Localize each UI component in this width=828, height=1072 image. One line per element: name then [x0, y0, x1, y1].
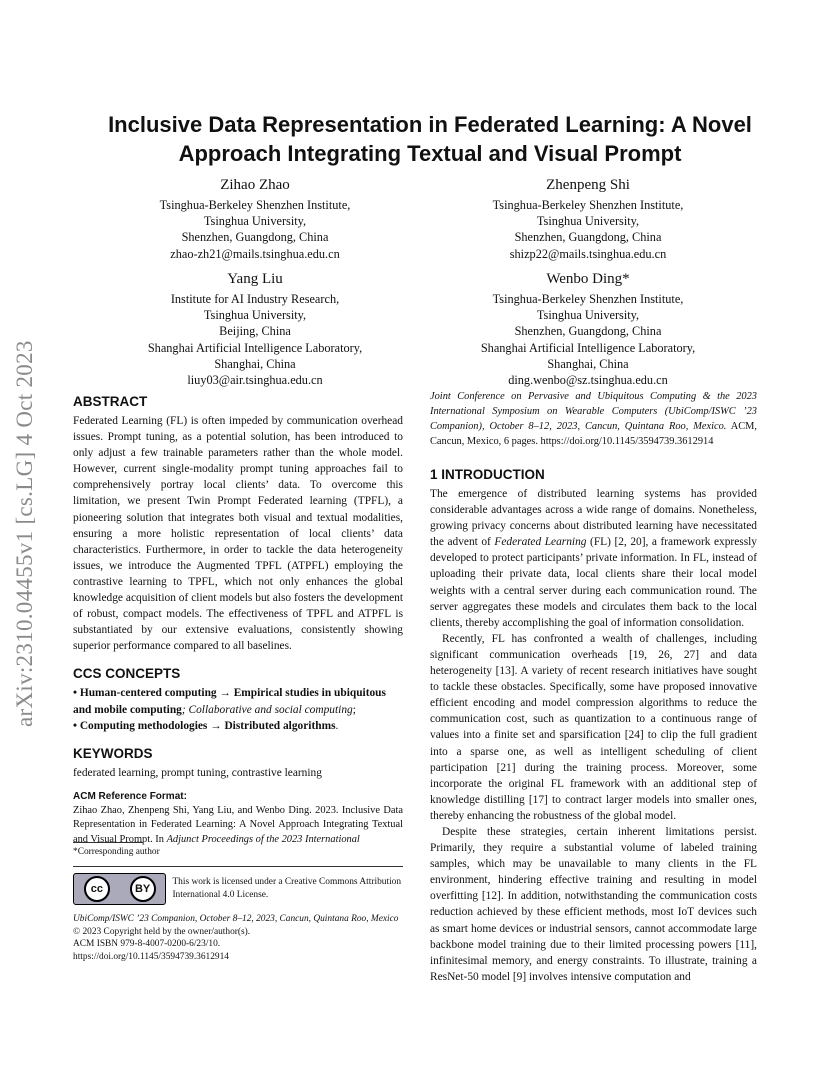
- doi-link[interactable]: https://doi.org/10.1145/3594739.3612914: [73, 951, 229, 962]
- acm-ref-italic: Joint Conference on Pervasive and Ubiquitous Computing & the 2023 International Symposium on Wearable Computers (UbiComp/ISWC ’23 Companion), October 8–12, 2023, Cancun, Quintana Roo, Mexico.: [430, 391, 757, 432]
- author-location: Shanghai, China: [547, 356, 629, 371]
- intro-term: Federated Learning: [494, 536, 587, 549]
- author-affiliation: Tsinghua-Berkeley Shenzhen Institute,: [492, 292, 684, 306]
- ccs-concept: • Computing methodologies → Distributed algorithms: [73, 719, 336, 732]
- intro-heading: 1 INTRODUCTION: [430, 467, 545, 482]
- punct: .: [335, 719, 339, 732]
- punct: ;: [352, 703, 356, 716]
- author-location: Beijing, China: [219, 324, 291, 339]
- author-affiliation: Tsinghua University,: [203, 214, 307, 229]
- acm-ref-plain: Zihao Zhao, Zhenpeng Shi, Yang Liu, and Wenbo Ding. 2023. Inclusive Data Representation in Federated Learning: A Novel Approach Integrating Textual and Visual Prompt. In: [73, 804, 403, 845]
- author-email[interactable]: ding.wenbo@sz.tsinghua.edu.cn: [508, 373, 668, 388]
- ccs-concepts: [73, 685, 403, 733]
- author-location: Shanghai, China: [214, 356, 296, 371]
- author-affiliation: Tsinghua University,: [203, 308, 307, 323]
- author-email[interactable]: zhao-zh21@mails.tsinghua.edu.cn: [170, 246, 340, 261]
- right-column: [430, 389, 757, 985]
- author-block-1: [95, 176, 415, 262]
- author-name: Wenbo Ding*: [546, 271, 630, 287]
- paper-title: [60, 110, 800, 168]
- intro-text: The emergence of distributed learning systems has provided considerable advantages across a wide range of domains. Nonetheless, growing privacy concerns about distributed learning have necessitated the advent of: [430, 488, 757, 549]
- abstract-text: Federated Learning (FL) is often impeded by communication overhead issues. Prompt tuning, as a potential solution, has been introduced to only adjust a few trainable parameters rather than the whole model. However, current single-modality prompt tuning approaches fail to comprehensively portray local clients’ data. To overcome this limitation, we present Twin Prompt Federated learning (TPFL), a pioneering solution that integrates both visual and textual modalities, ensuring a more holistic representation of local clients’ data characteristics. Furthermore, in order to tackle the data heterogeneity issues, we introduce the Augmented TPFL (ATPFL) employing the contrastive learning to TPFL, which not only enhances the global knowledge acquisition of client models but also fosters the development of robust, compact models. The effectiveness of TPFL and ATPFL is substantiated by our extensive evaluations, consistently showing superior performance compared to all baselines.: [73, 415, 403, 653]
- author-name: Yang Liu: [227, 271, 283, 287]
- author-affiliation: Institute for AI Industry Research,: [170, 292, 340, 306]
- cc-by-badge[interactable]: [73, 873, 166, 905]
- acm-ref-text: [73, 804, 403, 848]
- license-block: [73, 873, 403, 905]
- author-block-4: [418, 270, 758, 388]
- author-affiliation: Tsinghua University,: [536, 214, 640, 229]
- author-block-3: [95, 270, 415, 388]
- keywords-heading: KEYWORDS: [73, 745, 153, 761]
- arxiv-stamp: arXiv:2310.04455v1 [cs.LG] 4 Oct 2023: [12, 340, 37, 727]
- author-affiliation: Tsinghua-Berkeley Shenzhen Institute,: [159, 198, 351, 212]
- author-affiliation: Shanghai Artificial Intelligence Laboratory,: [480, 340, 696, 355]
- title-line-2: Approach Integrating Textual and Visual Prompt: [178, 141, 682, 166]
- author-affiliation: Tsinghua-Berkeley Shenzhen Institute,: [492, 198, 684, 212]
- author-affiliation: Tsinghua University,: [536, 308, 640, 323]
- acm-ref-continuation: [430, 389, 757, 449]
- title-line-1: Inclusive Data Representation in Federated Learning: A Novel: [108, 112, 752, 137]
- venue: UbiComp/ISWC ’23 Companion, October 8–12, 2023, Cancun, Quintana Roo, Mexico: [73, 914, 399, 924]
- author-email[interactable]: shizp22@mails.tsinghua.edu.cn: [509, 246, 667, 261]
- cc-icon: cc: [84, 876, 110, 902]
- left-column: [73, 394, 403, 847]
- license-rule: [73, 866, 403, 867]
- intro-paragraph-1: [430, 486, 757, 631]
- author-location: Shenzhen, Guangdong, China: [514, 230, 662, 245]
- ccs-heading: CCS CONCEPTS: [73, 666, 181, 682]
- author-email[interactable]: liuy03@air.tsinghua.edu.cn: [187, 373, 323, 388]
- license-text: This work is licensed under a Creative Commons Attribution International 4.0 License.: [172, 877, 402, 900]
- author-name: Zhenpeng Shi: [546, 177, 630, 193]
- author-affiliation: Shanghai Artificial Intelligence Laboratory,: [147, 340, 363, 355]
- author-location: Shenzhen, Guangdong, China: [514, 324, 662, 339]
- author-block-2: [418, 176, 758, 262]
- copyright-block: [73, 913, 403, 963]
- author-name: Zihao Zhao: [220, 177, 290, 193]
- keywords-text: federated learning, prompt tuning, contrastive learning: [73, 766, 322, 779]
- ccs-concept: ; Collaborative and social computing: [181, 703, 353, 716]
- acm-ref-plain: ACM, Cancun, Mexico, 6 pages. https://doi.org/10.1145/3594739.3612914: [430, 421, 757, 447]
- abstract-heading: ABSTRACT: [73, 394, 148, 409]
- acm-ref-heading: ACM Reference Format:: [73, 790, 187, 802]
- isbn: ACM ISBN 979-8-4007-0200-6/23/10.: [73, 939, 221, 950]
- acm-ref-italic: Adjunct Proceedings of the 2023 International: [166, 833, 360, 845]
- footnote-rule: [73, 842, 143, 843]
- by-icon: BY: [130, 876, 156, 902]
- intro-paragraph-3: Despite these strategies, certain inherent limitations persist. Primarily, they require a substantial volume of labeled training samples, which may be unavailable to many clients in the FL environment, hindering effective training and resulting in model overfitting [12]. In addition, notwithstanding the communication costs reduction achieved by these efficient methods, most IoT devices such as smart home devices or industrial sensors, cannot accommodate large backbone model training due to their limited processing powers [11], infinitesimal memory, and energy constraints. To illustrate, training a ResNet-50 model [9] involves intensive computation and: [430, 825, 757, 983]
- intro-paragraph-2: Recently, FL has confronted a wealth of challenges, including significant communication overheads [19, 26, 27] and data heterogeneity [13]. A variety of recent research initiatives have sought to tackle these obstacles. Specifically, some have proposed innovative efficient encoding and model compression algorithms to reduce the communication cost, such as quantization to a continuous range of values into a finite set and sparsification [24] to clip the full gradient into a sparse one, as well as intelligent scheduling of client participation [21] during the training process. Moreover, some incorporate the original FL framework with an additional step of knowledge distilling [17] to contract larger models into smaller ones, thereby enhancing the robustness of the global model.: [430, 632, 757, 822]
- corresponding-footnote: *Corresponding author: [73, 847, 160, 857]
- copyright: © 2023 Copyright held by the owner/author(s).: [73, 926, 251, 937]
- ccs-concept: • Human-centered computing → Empirical studies in ubiquitous and mobile computing: [73, 687, 386, 716]
- author-location: Shenzhen, Guangdong, China: [181, 230, 329, 245]
- intro-text: (FL) [2, 20], a framework expressly developed to protect participants’ private information. In FL, instead of uploading their private data, local clients share their local model weights with a central server during each communication round. The server aggregates these models and circulates them back to the local clients, thereby accomplishing the goal of information consolidation.: [430, 536, 757, 629]
